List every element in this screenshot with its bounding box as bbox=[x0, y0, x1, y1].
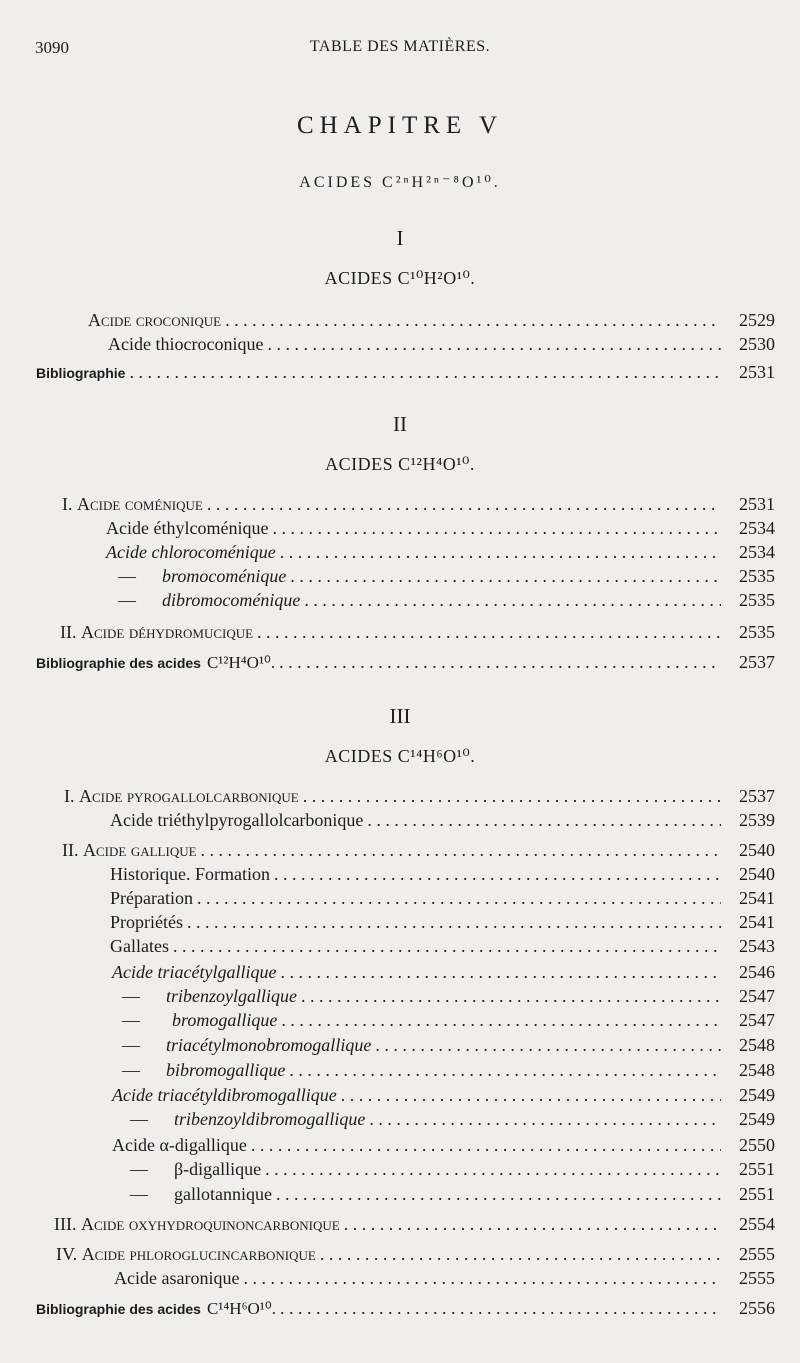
entry-label: bromocoménique bbox=[162, 566, 287, 586]
toc-entry[interactable] bbox=[122, 1060, 775, 1084]
entry-page: 2549 bbox=[739, 1109, 775, 1129]
entry-label: bibromogallique bbox=[166, 1060, 286, 1080]
entry-page: 2535 bbox=[739, 622, 775, 642]
chapter-subtitle: ACIDES C²ⁿH²ⁿ⁻⁸O¹⁰. bbox=[299, 174, 501, 191]
entry-label: Bibliographie des acides bbox=[36, 1301, 201, 1317]
running-header bbox=[0, 38, 800, 62]
entry-prefix: II. bbox=[62, 840, 79, 860]
entry-page: 2546 bbox=[739, 962, 775, 982]
entry-prefix: — bbox=[118, 566, 136, 586]
toc-entry-bibliography[interactable] bbox=[36, 652, 775, 676]
toc-entry-bibliography[interactable] bbox=[36, 362, 775, 386]
entry-page: 2550 bbox=[739, 1135, 775, 1155]
toc-entry[interactable] bbox=[54, 1214, 775, 1238]
entry-label: Acide thiocroconique bbox=[108, 334, 264, 354]
toc-entry[interactable] bbox=[108, 334, 775, 358]
entry-page: 2539 bbox=[739, 810, 775, 830]
entry-label: Bibliographie bbox=[36, 365, 126, 381]
entry-page: 2540 bbox=[739, 864, 775, 884]
toc-entry[interactable] bbox=[130, 1109, 775, 1133]
toc-entry[interactable] bbox=[112, 1085, 775, 1109]
toc-entry[interactable] bbox=[110, 810, 775, 834]
entry-page: 2531 bbox=[739, 494, 775, 514]
section-numeral-iii: III bbox=[389, 704, 411, 728]
entry-prefix: — bbox=[118, 590, 136, 610]
entry-page: 2551 bbox=[739, 1184, 775, 1204]
entry-label: Acide oxyhydroquinoncarbonique bbox=[80, 1214, 340, 1234]
entry-page: 2543 bbox=[739, 936, 775, 956]
entry-label: Gallates bbox=[110, 936, 169, 956]
entry-label: Propriétés bbox=[110, 912, 183, 932]
entry-label: Acide triacétyldibromogallique bbox=[112, 1085, 337, 1105]
section-heading-ii: ACIDES C¹²H⁴O¹⁰. bbox=[325, 454, 475, 474]
toc-entry[interactable] bbox=[114, 1268, 775, 1292]
running-title: TABLE DES MATIÈRES. bbox=[309, 38, 491, 55]
entry-prefix: — bbox=[122, 1010, 140, 1030]
entry-page: 2541 bbox=[739, 888, 775, 908]
entry-label: Acide croconique bbox=[88, 310, 222, 330]
entry-page: 2529 bbox=[739, 310, 775, 330]
entry-page: 2554 bbox=[739, 1214, 775, 1234]
entry-label: Acide asaronique bbox=[114, 1268, 240, 1288]
toc-entry[interactable] bbox=[118, 566, 775, 590]
toc-entry[interactable] bbox=[64, 786, 775, 810]
entry-page: 2548 bbox=[739, 1035, 775, 1055]
toc-entry[interactable] bbox=[122, 986, 775, 1010]
toc-entry[interactable] bbox=[118, 590, 775, 614]
toc-entry-bibliography[interactable] bbox=[36, 1298, 775, 1322]
entry-label: Acide coménique bbox=[77, 494, 203, 514]
toc-entry[interactable] bbox=[60, 622, 775, 646]
entry-page: 2531 bbox=[739, 362, 775, 382]
section-heading-iii: ACIDES C¹⁴H⁶O¹⁰. bbox=[324, 746, 476, 766]
entry-prefix: — bbox=[130, 1159, 148, 1179]
entry-label: Acide α-digallique bbox=[112, 1135, 247, 1155]
toc-entry[interactable] bbox=[56, 1244, 775, 1268]
toc-entry[interactable] bbox=[110, 936, 775, 960]
entry-label: gallotannique bbox=[174, 1184, 272, 1204]
entry-label: Préparation bbox=[110, 888, 193, 908]
entry-page: 2541 bbox=[739, 912, 775, 932]
chapter-title: CHAPITRE V bbox=[296, 112, 504, 139]
entry-page: 2537 bbox=[739, 786, 775, 806]
entry-page: 2555 bbox=[739, 1268, 775, 1288]
entry-label: β-digallique bbox=[174, 1159, 262, 1179]
entry-label: Acide triéthylpyrogallolcarbonique bbox=[110, 810, 364, 830]
entry-page: 2535 bbox=[739, 590, 775, 610]
entry-label: Historique. Formation bbox=[110, 864, 270, 884]
entry-prefix: IV. bbox=[56, 1244, 78, 1264]
entry-prefix: — bbox=[122, 1035, 140, 1055]
toc-entry[interactable] bbox=[110, 888, 775, 912]
entry-page: 2530 bbox=[739, 334, 775, 354]
entry-prefix: III. bbox=[54, 1214, 77, 1234]
entry-page: 2537 bbox=[739, 652, 775, 672]
toc-entry[interactable] bbox=[62, 494, 775, 518]
toc-entry[interactable] bbox=[112, 962, 775, 986]
entry-formula: C¹⁴H⁶O¹⁰. bbox=[206, 1299, 276, 1318]
entry-prefix: — bbox=[122, 986, 140, 1006]
entry-label: Acide gallique bbox=[83, 840, 197, 860]
entry-label: triacétylmonobromogallique bbox=[166, 1035, 372, 1055]
entry-page: 2549 bbox=[739, 1085, 775, 1105]
entry-label: tribenzoylgallique bbox=[166, 986, 297, 1006]
entry-label: bromogallique bbox=[172, 1010, 278, 1030]
entry-page: 2547 bbox=[739, 986, 775, 1006]
entry-prefix: — bbox=[130, 1109, 148, 1129]
entry-label: Bibliographie des acides bbox=[36, 655, 201, 671]
toc-entry[interactable] bbox=[88, 310, 775, 334]
entry-prefix: II. bbox=[60, 622, 77, 642]
toc-entry[interactable] bbox=[112, 1135, 775, 1159]
toc-entry[interactable] bbox=[62, 840, 775, 864]
entry-label: Acide éthylcoménique bbox=[106, 518, 269, 538]
toc-entry[interactable] bbox=[130, 1159, 775, 1183]
entry-page: 2534 bbox=[739, 518, 775, 538]
entry-page: 2547 bbox=[739, 1010, 775, 1030]
entry-formula: C¹²H⁴O¹⁰. bbox=[206, 653, 276, 672]
entry-prefix: I. bbox=[62, 494, 73, 514]
entry-label: Acide déhydromucique bbox=[81, 622, 254, 642]
entry-label: Acide triacétylgallique bbox=[112, 962, 277, 982]
toc-entry[interactable] bbox=[122, 1035, 775, 1059]
toc-entry[interactable] bbox=[106, 518, 775, 542]
entry-page: 2551 bbox=[739, 1159, 775, 1179]
entry-page: 2556 bbox=[739, 1298, 775, 1318]
toc-entry[interactable] bbox=[106, 542, 775, 566]
entry-label: dibromocoménique bbox=[162, 590, 301, 610]
entry-page: 2535 bbox=[739, 566, 775, 586]
entry-prefix: — bbox=[122, 1060, 140, 1080]
entry-prefix: — bbox=[130, 1184, 148, 1204]
toc-entry[interactable] bbox=[130, 1184, 775, 1208]
toc-entry[interactable] bbox=[110, 912, 775, 936]
entry-page: 2548 bbox=[739, 1060, 775, 1080]
entry-page: 2534 bbox=[739, 542, 775, 562]
entry-page: 2555 bbox=[739, 1244, 775, 1264]
entry-prefix: I. bbox=[64, 786, 75, 806]
entry-page: 2540 bbox=[739, 840, 775, 860]
toc-entry[interactable] bbox=[122, 1010, 775, 1034]
toc-entry[interactable] bbox=[110, 864, 775, 888]
section-numeral-ii: II bbox=[393, 412, 407, 436]
section-numeral-i: I bbox=[396, 226, 404, 250]
entry-label: Acide pyrogallolcarbonique bbox=[79, 786, 299, 806]
section-heading-i: ACIDES C¹⁰H²O¹⁰. bbox=[324, 268, 476, 288]
page-number: 3090 bbox=[35, 38, 69, 57]
entry-label: Acide chlorocoménique bbox=[106, 542, 276, 562]
entry-label: tribenzoyldibromogallique bbox=[174, 1109, 366, 1129]
entry-label: Acide phloroglucincarbonique bbox=[81, 1244, 316, 1264]
